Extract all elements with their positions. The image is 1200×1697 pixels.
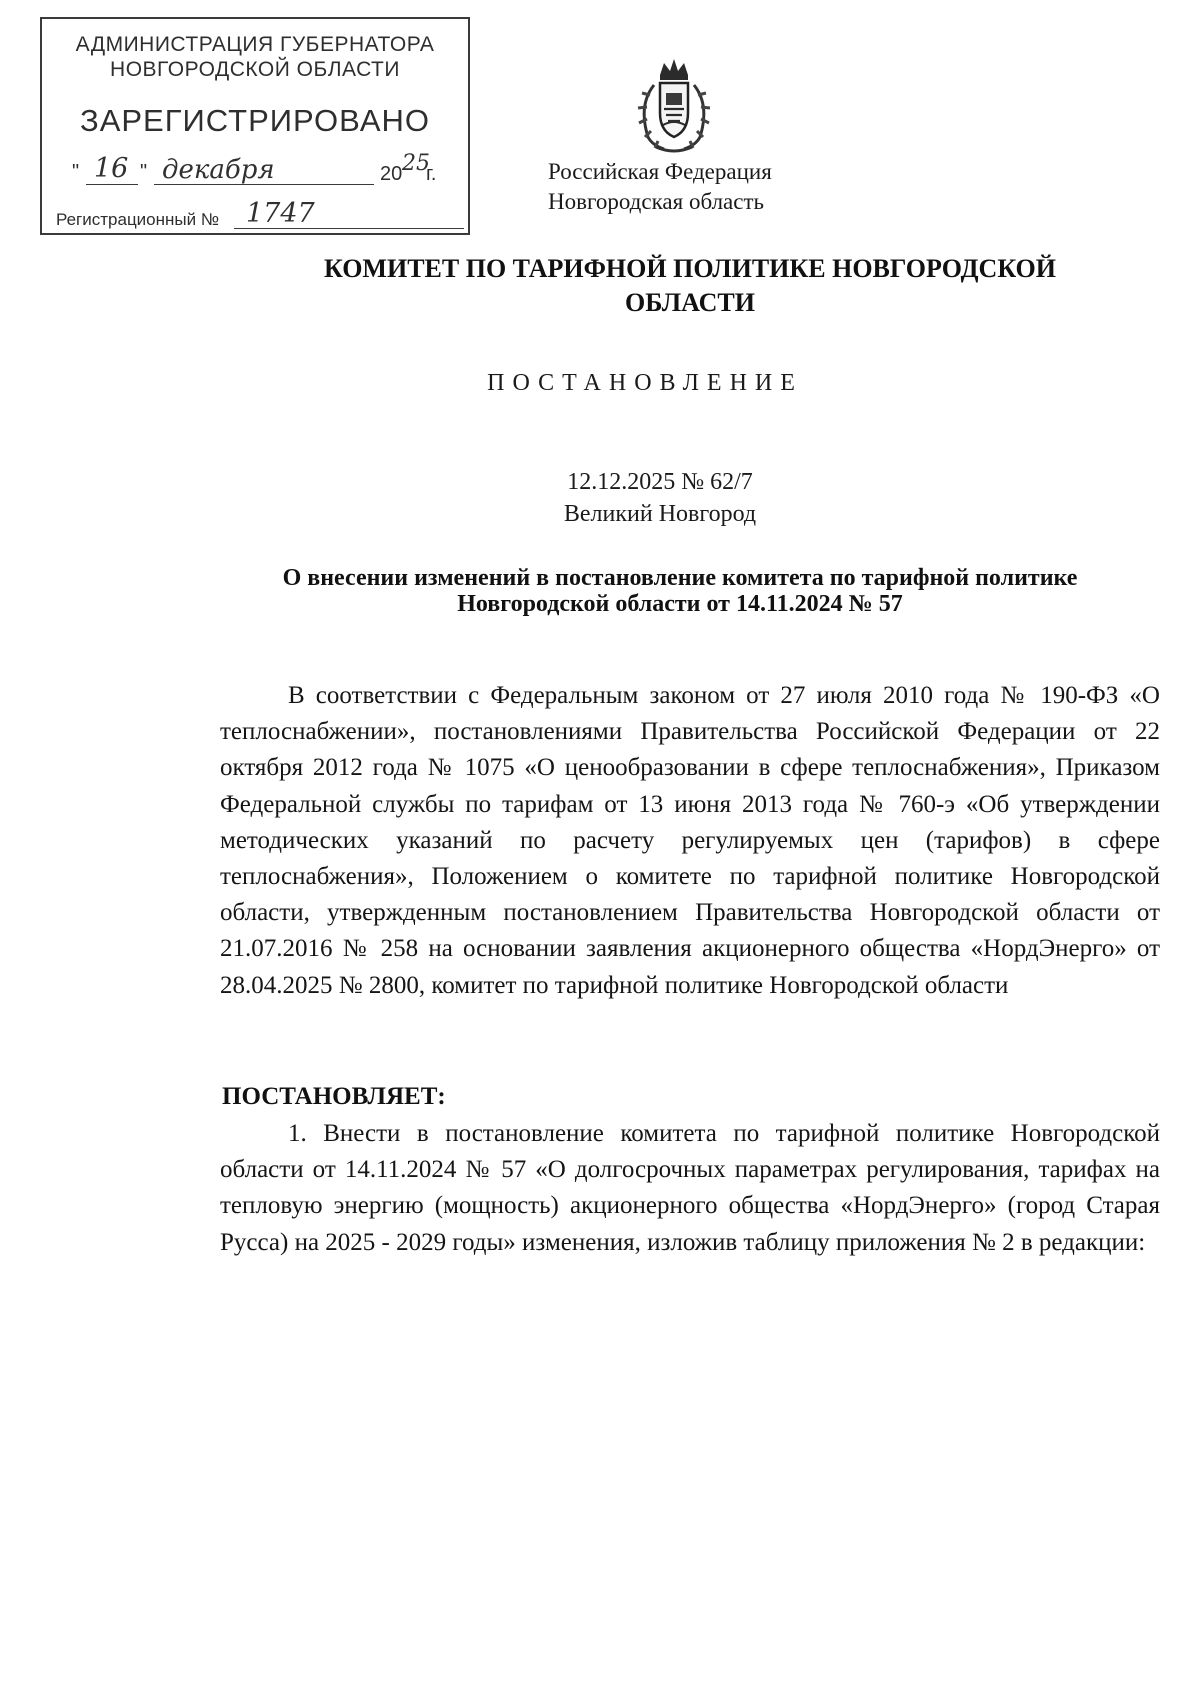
committee-name-line1: КОМИТЕТ ПО ТАРИФНОЙ ПОЛИТИКЕ НОВГОРОДСКОЙ xyxy=(324,254,1056,283)
stamp-year-prefix: 20 xyxy=(380,163,403,185)
coat-of-arms-icon xyxy=(630,55,718,155)
document-type: ПОСТАНОВЛЕНИЕ xyxy=(487,370,803,396)
federation-label: Российская Федерация xyxy=(548,159,772,184)
committee-name xyxy=(230,252,1150,320)
preamble-paragraph: В соответствии с Федеральным законом от 27 июля 2010 года № 190-ФЗ «О теплоснабжении», постановлениями Правительства Российской Федерации от 22 октября 2012 года № 1075 «О ценообразовании в сфере теплоснабжения», Приказом Федеральной службы по тарифам от 13 июня 2013 года № 760-э «Об утверждении методических указаний по расчету регулируемых цен (тарифов) в сфере теплоснабжения», Положением о комитете по тарифной политике Новгородской области, утвержденным постановлением Правительства Новгородской области от 21.07.2016 № 258 на основании заявления акционерного общества «НордЭнерго» от 28.04.2025 № 2800, комитет по тарифной политике Новгородской области xyxy=(220,682,1160,999)
stamp-reg-label: Регистрационный № xyxy=(56,210,220,229)
stamp-day-line xyxy=(86,184,138,185)
document-date-number: 12.12.2025 № 62/7 xyxy=(567,469,753,495)
stamp-registration-row xyxy=(56,198,466,232)
stamp-org-line2: НОВГОРОДСКОЙ ОБЛАСТИ xyxy=(110,58,400,81)
stamp-year-unit: г. xyxy=(426,163,437,185)
resolve-heading: ПОСТАНОВЛЯЕТ: xyxy=(222,1083,446,1110)
stamp-quote-close: " xyxy=(140,161,148,183)
stamp-year-handwritten: 25 xyxy=(402,151,430,176)
stamp-month-handwritten: декабря xyxy=(162,155,275,185)
stamp-org-line1: АДМИНИСТРАЦИЯ ГУБЕРНАТОРА xyxy=(75,33,435,56)
document-title-line1: О внесении изменений в постановление комитета по тарифной политике xyxy=(282,565,1078,591)
stamp-reg-number-handwritten: 1747 xyxy=(246,198,315,229)
document-city: Великий Новгород xyxy=(563,501,757,527)
committee-name-line2: ОБЛАСТИ xyxy=(625,288,755,317)
clause-1-paragraph: 1. Внести в постановление комитета по тарифной политике Новгородской области от 14.11.2024 № 57 «О долгосрочных параметрах регулирования, тарифах на тепловую энергию (мощность) акционерного общества «НордЭнерго» (город Старая Русса) на 2025 - 2029 годы» изменения, изложив таблицу приложения № 2 в редакции: xyxy=(220,1120,1160,1256)
stamp-registered-label: ЗАРЕГИСТРИРОВАНО xyxy=(79,103,430,138)
oblast-label: Новгородская область xyxy=(548,189,765,214)
registration-stamp xyxy=(40,17,470,235)
stamp-quote-open: " xyxy=(72,161,80,183)
stamp-date-row xyxy=(68,151,468,189)
document-title-line2: Новгородской области от 14.11.2024 № 57 xyxy=(457,591,903,617)
stamp-day-handwritten: 16 xyxy=(94,153,129,184)
document-title xyxy=(200,565,1160,617)
